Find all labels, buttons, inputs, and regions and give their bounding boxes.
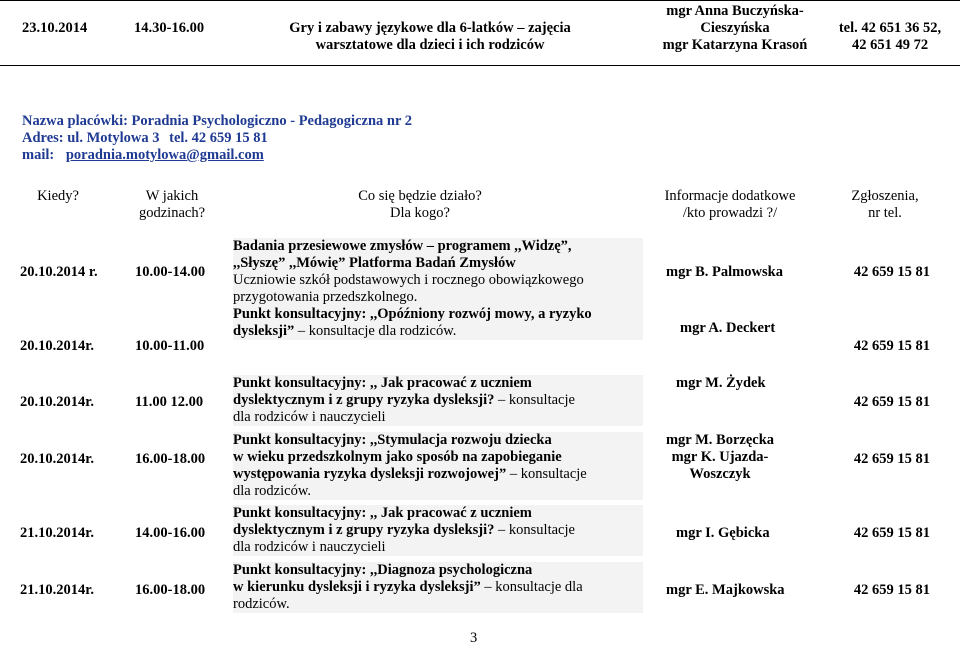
top-row-leader-line: mgr Katarzyna Krasoń	[662, 37, 808, 53]
block1-desc-line: Punkt konsultacyjny: ,,Opóźniony rozwój mowy, a ryzyko	[233, 306, 643, 323]
block1-time2: 10.00-11.00	[135, 338, 205, 354]
r1-date: 20.10.2014r.	[20, 394, 94, 410]
r4-desc-line	[233, 579, 643, 596]
r4-lead: mgr E. Majkowska	[666, 582, 785, 598]
block1-time1: 10.00-14.00	[135, 264, 206, 280]
r4-date: 21.10.2014r.	[20, 582, 94, 598]
r1-desc-line: Punkt konsultacyjny: ,, Jak pracować z uczniem	[233, 375, 643, 392]
facility-name: Nazwa placówki: Poradnia Psychologiczno - Pedagogiczna nr 2	[22, 113, 413, 129]
top-row-time: 14.30-16.00	[134, 20, 205, 36]
header-zgloszenia-line: nr tel.	[868, 205, 902, 221]
facility-info	[22, 113, 412, 164]
block1-phone1: 42 659 15 81	[853, 264, 930, 280]
top-row-leader-line: Cieszyńska	[700, 20, 770, 36]
header-godziny-line: W jakich	[145, 188, 199, 204]
r2-lead-line: mgr K. Ujazda-	[671, 449, 769, 465]
header-zgloszenia	[830, 188, 940, 222]
block1-phone2: 42 659 15 81	[853, 338, 930, 354]
r2-lead-line: Woszczyk	[689, 466, 751, 482]
header-godziny-line: godzinach?	[138, 205, 206, 221]
top-row-phone	[820, 20, 960, 54]
header-kiedy: Kiedy?	[37, 188, 79, 204]
top-row-divider	[0, 0, 960, 1]
block1-lead2: mgr A. Deckert	[680, 320, 776, 336]
r1-description	[233, 375, 643, 426]
r2-desc-bold: występowania ryzyka dysleksji rozwojowej”	[233, 466, 507, 482]
block1-desc-line: ,,Słyszę” ,,Mówię” Platforma Badań Zmysłów	[233, 255, 643, 272]
header-info	[630, 188, 830, 222]
r1-time: 11.00 12.00	[135, 394, 204, 410]
facility-tel: tel. 42 659 15 81	[169, 130, 268, 146]
r3-desc-line: Punkt konsultacyjny: ,, Jak pracować z uczniem	[233, 505, 643, 522]
header-info-line: /kto prowadzi ?/	[682, 205, 778, 221]
block1-desc-line: Uczniowie szkół podstawowych i rocznego obowiązkowego	[233, 272, 643, 289]
r4-desc-bold: w kierunku dysleksji i ryzyka dysleksji”	[233, 579, 481, 595]
header-co-line: Co się będzie działo?	[358, 188, 482, 204]
r2-lead-line: mgr M. Borzęcka	[665, 432, 775, 448]
header-info-line: Informacje dodatkowe	[664, 188, 796, 204]
r3-desc-line: dla rodziców i nauczycieli	[233, 539, 643, 556]
r3-time: 14.00-16.00	[135, 525, 206, 541]
facility-address: Adres: ul. Motylowa 3	[22, 130, 160, 146]
r2-desc-normal: – konsultacje	[506, 466, 587, 482]
r3-lead: mgr I. Gębicka	[676, 525, 770, 541]
r3-date: 21.10.2014r.	[20, 525, 94, 541]
r1-desc-line: dla rodziców i nauczycieli	[233, 409, 643, 426]
r1-desc-line	[233, 392, 643, 409]
header-co	[300, 188, 540, 222]
r4-phone: 42 659 15 81	[853, 582, 930, 598]
r4-time: 16.00-18.00	[135, 582, 206, 598]
block1-desc-normal: – konsultacje dla rodziców.	[294, 323, 457, 339]
top-row-leader	[640, 3, 830, 54]
top-row-date: 23.10.2014	[22, 20, 88, 36]
r2-date: 20.10.2014r.	[20, 451, 94, 467]
top-row-phone-line: 42 651 49 72	[851, 37, 929, 53]
r4-desc-line: rodziców.	[233, 596, 643, 613]
block1-desc-bold: dysleksji”	[233, 323, 295, 339]
r3-desc-bold: dyslektycznym i z grupy ryzyka dysleksji?	[233, 522, 495, 538]
top-row-title-line: warsztatowe dla dzieci i ich rodziców	[315, 37, 545, 53]
block1-date2: 20.10.2014r.	[20, 338, 94, 354]
facility-address-line	[22, 130, 412, 147]
top-row-title-line: Gry i zabawy językowe dla 6-latków – zajęcia	[289, 20, 571, 36]
top-row-divider-bottom	[0, 65, 960, 66]
r1-desc-bold: dyslektycznym i z grupy ryzyka dysleksji?	[233, 392, 495, 408]
r2-description	[233, 432, 643, 500]
r1-lead: mgr M. Żydek	[676, 375, 766, 391]
header-co-line: Dla kogo?	[390, 205, 450, 221]
block1-lead1: mgr B. Palmowska	[666, 264, 783, 280]
page-number: 3	[470, 630, 478, 646]
block1-description	[233, 238, 643, 340]
facility-mail-line	[22, 147, 412, 164]
r2-phone: 42 659 15 81	[853, 451, 930, 467]
facility-mail-label: mail:	[22, 147, 55, 163]
block1-desc-line	[233, 323, 643, 340]
r4-desc-line: Punkt konsultacyjny: ,,Diagnoza psychologiczna	[233, 562, 643, 579]
r1-phone: 42 659 15 81	[853, 394, 930, 410]
block1-desc-line: Badania przesiewowe zmysłów – programem ,,Widzę”,	[233, 238, 643, 255]
r2-lead	[650, 432, 790, 483]
r3-phone: 42 659 15 81	[853, 525, 930, 541]
r2-time: 16.00-18.00	[135, 451, 206, 467]
r4-desc-normal: – konsultacje dla	[480, 579, 583, 595]
top-row-leader-line: mgr Anna Buczyńska-	[666, 3, 804, 19]
top-row-phone-line: tel. 42 651 36 52,	[838, 20, 942, 36]
facility-mail-link[interactable]: poradnia.motylowa@gmail.com	[65, 147, 264, 163]
r3-desc-line	[233, 522, 643, 539]
r2-desc-line: w wieku przedszkolnym jako sposób na zapobieganie	[233, 449, 643, 466]
r4-description	[233, 562, 643, 613]
header-zgloszenia-line: Zgłoszenia,	[851, 188, 919, 204]
r2-desc-line	[233, 466, 643, 483]
r3-description	[233, 505, 643, 556]
block1-desc-line: przygotowania przedszkolnego.	[233, 289, 643, 306]
r2-desc-line: Punkt konsultacyjny: ,,Stymulacja rozwoju dziecka	[233, 432, 643, 449]
r3-desc-normal: – konsultacje	[494, 522, 575, 538]
r1-desc-normal: – konsultacje	[494, 392, 575, 408]
block1-date1: 20.10.2014 r.	[20, 264, 98, 280]
header-godziny	[122, 188, 222, 222]
r2-desc-line: dla rodziców.	[233, 483, 643, 500]
top-row-title	[240, 20, 620, 54]
